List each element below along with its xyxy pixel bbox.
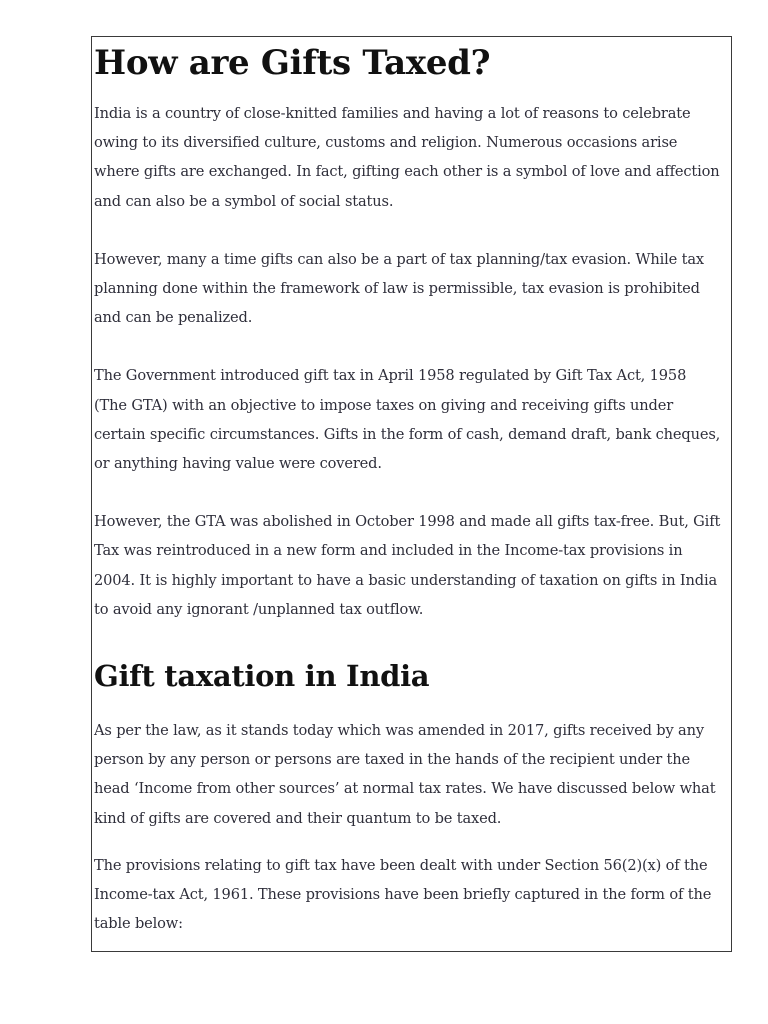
text-line: However, many a time gifts can also be a part of tax planning/tax evasion. While tax xyxy=(94,250,704,268)
section-title: Gift taxation in India xyxy=(94,659,430,694)
text-line: The provisions relating to gift tax have been dealt with under Section 56(2)(x) of the xyxy=(94,856,708,874)
text-line: (The GTA) with an objective to impose taxes on giving and receiving gifts under xyxy=(94,396,674,414)
text-line: and can also be a symbol of social status. xyxy=(94,192,394,210)
text-line: person by any person or persons are taxed in the hands of the recipient under the xyxy=(94,751,690,769)
text-line: and can be penalized. xyxy=(94,309,253,327)
paragraph-intro-1 xyxy=(94,99,729,216)
text-line: where gifts are exchanged. In fact, gifting each other is a symbol of love and affection xyxy=(94,163,720,181)
text-line: As per the law, as it stands today which was amended in 2017, gifts received by any xyxy=(94,722,704,740)
text-line: Income-tax Act, 1961. These provisions have been briefly captured in the form of the xyxy=(94,886,712,904)
text-line: head ‘Income from other sources’ at normal tax rates. We have discussed below what xyxy=(94,780,716,798)
text-line: table below: xyxy=(94,915,183,933)
text-line: Tax was reintroduced in a new form and included in the Income-tax provisions in xyxy=(94,542,683,560)
text-line: owing to its diversified culture, customs and religion. Numerous occasions arise xyxy=(94,134,678,152)
paragraph-section-1 xyxy=(94,716,729,833)
text-line: 2004. It is highly important to have a basic understanding of taxation on gifts in India xyxy=(94,571,718,589)
paragraph-intro-4 xyxy=(94,507,729,624)
paragraph-intro-2 xyxy=(94,245,729,333)
text-line: kind of gifts are covered and their quantum to be taxed. xyxy=(94,809,502,827)
paragraph-section-2 xyxy=(94,851,729,939)
paragraph-intro-3 xyxy=(94,361,729,478)
text-line: India is a country of close-knitted families and having a lot of reasons to celebrate xyxy=(94,105,691,122)
page-title: How are Gifts Taxed? xyxy=(94,43,491,83)
text-line: to avoid any ignorant /unplanned tax outflow. xyxy=(94,600,424,618)
text-line: or anything having value were covered. xyxy=(94,455,382,473)
text-line: The Government introduced gift tax in April 1958 regulated by Gift Tax Act, 1958 xyxy=(94,367,687,385)
text-line: planning done within the framework of law is permissible, tax evasion is prohibited xyxy=(94,280,700,298)
document-page xyxy=(91,36,732,952)
text-line: However, the GTA was abolished in October 1998 and made all gifts tax-free. But, Gift xyxy=(94,513,721,531)
text-line: certain specific circumstances. Gifts in the form of cash, demand draft, bank cheques, xyxy=(94,425,721,443)
